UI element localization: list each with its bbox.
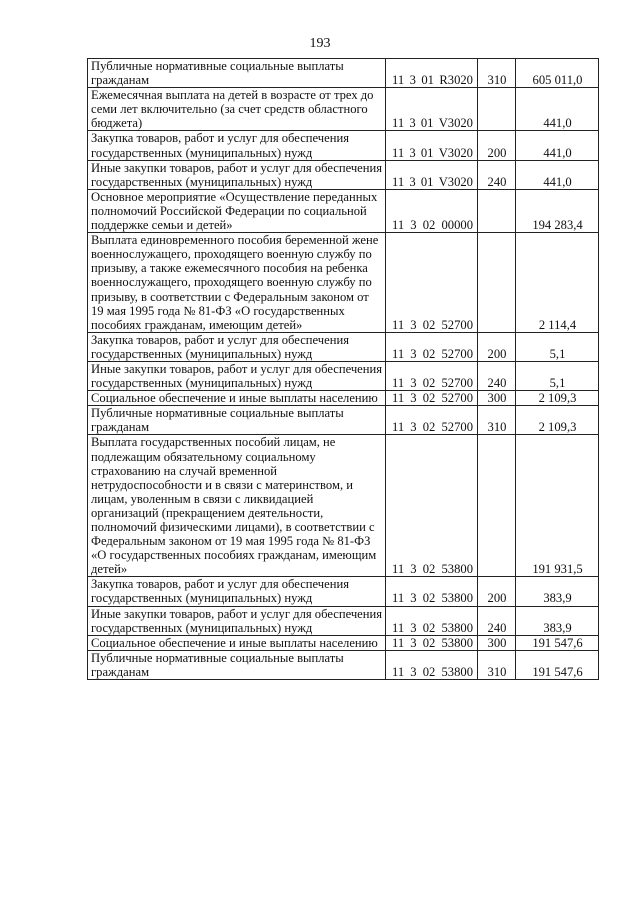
row-description: Публичные нормативные социальные выплаты гражданам: [88, 59, 386, 88]
budget-code-part: 3: [410, 620, 417, 635]
budget-code-part: 3: [410, 317, 417, 332]
budget-code-part: 02: [422, 346, 436, 361]
budget-code-part: 3: [410, 635, 417, 650]
table-row: [88, 435, 599, 577]
budget-code-part: 00000: [441, 218, 473, 233]
row-expense-type: 200: [478, 577, 516, 606]
table-row: [88, 59, 599, 88]
row-description: Закупка товаров, работ и услуг для обеспечения государственных (муниципальных) нужд: [88, 131, 386, 160]
row-expense-type: [478, 88, 516, 131]
row-expense-type: 200: [478, 332, 516, 361]
row-expense-type: 200: [478, 131, 516, 160]
row-description: Публичные нормативные социальные выплаты гражданам: [88, 406, 386, 435]
row-expense-type: [478, 233, 516, 333]
budget-code-part: 11: [392, 591, 405, 606]
row-description: Иные закупки товаров, работ и услуг для обеспечения государственных (муниципальных) нужд: [88, 606, 386, 635]
table-row: [88, 391, 599, 406]
row-expense-type: 310: [478, 406, 516, 435]
budget-code-part: 11: [392, 562, 405, 577]
budget-code-part: R3020: [439, 73, 473, 88]
budget-code-parts: [389, 218, 475, 232]
row-amount: 5,1: [516, 332, 599, 361]
budget-code-part: 3: [410, 346, 417, 361]
budget-code-part: 02: [422, 391, 436, 406]
table-row: [88, 160, 599, 189]
budget-code-parts: [389, 562, 475, 576]
budget-code-parts: [389, 420, 475, 434]
row-amount: 441,0: [516, 88, 599, 131]
row-budget-code: [386, 59, 478, 88]
row-budget-code: [386, 332, 478, 361]
row-budget-code: [386, 160, 478, 189]
row-description: Закупка товаров, работ и услуг для обеспечения государственных (муниципальных) нужд: [88, 577, 386, 606]
row-expense-type: 310: [478, 650, 516, 679]
row-budget-code: [386, 88, 478, 131]
row-budget-code: [386, 361, 478, 390]
budget-code-parts: [389, 347, 475, 361]
row-budget-code: [386, 131, 478, 160]
budget-code-part: 3: [409, 116, 416, 131]
budget-code-parts: [389, 73, 475, 87]
row-expense-type: 240: [478, 160, 516, 189]
row-budget-code: [386, 189, 478, 232]
budget-code-part: 52700: [441, 346, 473, 361]
row-amount: 383,9: [516, 577, 599, 606]
budget-code-part: V3020: [438, 145, 473, 160]
row-amount: 383,9: [516, 606, 599, 635]
row-expense-type: 300: [478, 391, 516, 406]
budget-code-part: 3: [410, 376, 417, 391]
budget-code-part: 02: [422, 591, 436, 606]
row-budget-code: [386, 406, 478, 435]
budget-code-part: 11: [392, 116, 405, 131]
budget-code-parts: [389, 376, 475, 390]
row-budget-code: [386, 606, 478, 635]
row-amount: 441,0: [516, 131, 599, 160]
budget-code-part: 3: [410, 218, 417, 233]
row-amount: 2 109,3: [516, 391, 599, 406]
budget-code-parts: [389, 591, 475, 605]
row-amount: 605 011,0: [516, 59, 599, 88]
table-row: [88, 650, 599, 679]
budget-code-part: 52700: [441, 376, 473, 391]
budget-code-part: 3: [409, 174, 416, 189]
budget-code-part: 01: [420, 174, 434, 189]
row-expense-type: 310: [478, 59, 516, 88]
row-amount: 191 931,5: [516, 435, 599, 577]
budget-code-parts: [389, 116, 475, 130]
row-budget-code: [386, 577, 478, 606]
row-budget-code: [386, 650, 478, 679]
budget-code-part: 3: [409, 73, 416, 88]
budget-code-part: 52700: [441, 391, 473, 406]
budget-code-part: 02: [422, 562, 436, 577]
budget-code-part: 3: [410, 420, 417, 435]
row-amount: 194 283,4: [516, 189, 599, 232]
budget-code-part: 11: [392, 317, 405, 332]
budget-code-part: 02: [422, 218, 436, 233]
row-description: Закупка товаров, работ и услуг для обеспечения государственных (муниципальных) нужд: [88, 332, 386, 361]
row-amount: 5,1: [516, 361, 599, 390]
budget-code-part: 52700: [441, 420, 473, 435]
row-budget-code: [386, 635, 478, 650]
table-row: [88, 635, 599, 650]
budget-code-part: 53800: [441, 620, 473, 635]
budget-code-part: 01: [420, 145, 434, 160]
budget-code-part: 01: [420, 116, 434, 131]
budget-code-parts: [389, 175, 475, 189]
budget-code-parts: [389, 146, 475, 160]
table-row: [88, 361, 599, 390]
budget-code-part: 11: [392, 664, 405, 679]
table-row: [88, 131, 599, 160]
row-description: Социальное обеспечение и иные выплаты населению: [88, 391, 386, 406]
budget-code-part: 52700: [441, 317, 473, 332]
row-amount: 2 114,4: [516, 233, 599, 333]
budget-code-parts: [389, 318, 475, 332]
row-description: Социальное обеспечение и иные выплаты населению: [88, 635, 386, 650]
budget-code-parts: [389, 391, 475, 405]
table-row: [88, 189, 599, 232]
budget-code-part: 11: [392, 73, 405, 88]
budget-code-part: 02: [422, 620, 436, 635]
budget-table-body: [88, 59, 599, 680]
row-budget-code: [386, 435, 478, 577]
table-row: [88, 233, 599, 333]
budget-code-part: 11: [392, 145, 405, 160]
budget-code-part: 3: [410, 664, 417, 679]
budget-table: [87, 58, 599, 680]
budget-code-part: 11: [392, 620, 405, 635]
budget-code-part: 02: [422, 317, 436, 332]
budget-code-part: 01: [421, 73, 434, 88]
budget-code-part: 11: [392, 376, 405, 391]
row-description: Ежемесячная выплата на детей в возрасте от трех до семи лет включительно (за счет средств областного бюджета): [88, 88, 386, 131]
budget-code-part: 3: [409, 145, 416, 160]
budget-code-parts: [389, 665, 475, 679]
budget-code-part: 02: [422, 420, 436, 435]
budget-code-part: 53800: [441, 562, 473, 577]
row-expense-type: 300: [478, 635, 516, 650]
row-amount: 191 547,6: [516, 635, 599, 650]
budget-code-part: V3020: [438, 174, 473, 189]
row-description: Выплата единовременного пособия беременной жене военнослужащего, проходящего военную службу по призыву, а также ежемесячного пособия на ребенка военнослужащего, проходящего военную службу по призыву, в соответствии с Федеральным законом от 19 мая 1995 года № 81-ФЗ «О государственных пособиях гражданам, имеющим детей»: [88, 233, 386, 333]
row-expense-type: [478, 189, 516, 232]
budget-code-parts: [389, 636, 475, 650]
budget-code-part: 11: [392, 174, 405, 189]
row-expense-type: [478, 435, 516, 577]
budget-code-part: 02: [422, 635, 436, 650]
row-description: Публичные нормативные социальные выплаты гражданам: [88, 650, 386, 679]
page-number: 193: [309, 36, 331, 51]
table-row: [88, 406, 599, 435]
budget-code-part: 11: [392, 635, 405, 650]
budget-code-part: 3: [410, 391, 417, 406]
row-budget-code: [386, 233, 478, 333]
row-budget-code: [386, 391, 478, 406]
budget-code-part: 11: [392, 420, 405, 435]
table-row: [88, 332, 599, 361]
budget-code-part: V3020: [438, 116, 473, 131]
budget-code-parts: [389, 621, 475, 635]
row-description: Выплата государственных пособий лицам, не подлежащим обязательному социальному страхованию на случай временной нетрудоспособности и в связи с материнством, и лицам, уволенным в связи с ликвидацией организаций (прекращением деятельности, полномочий физическими лицами), в соответствии с Федеральным законом от 19 мая 1995 года № 81-ФЗ «О государственных пособиях гражданам, имеющим детей»: [88, 435, 386, 577]
budget-code-part: 11: [392, 218, 405, 233]
budget-code-part: 53800: [441, 664, 473, 679]
row-description: Основное мероприятие «Осуществление переданных полномочий Российской Федерации по социальной поддержке семьи и детей»: [88, 189, 386, 232]
budget-code-part: 3: [410, 562, 417, 577]
budget-code-part: 02: [422, 376, 436, 391]
row-expense-type: 240: [478, 606, 516, 635]
table-row: [88, 606, 599, 635]
budget-code-part: 53800: [441, 591, 473, 606]
row-amount: 2 109,3: [516, 406, 599, 435]
budget-code-part: 3: [410, 591, 417, 606]
row-description: Иные закупки товаров, работ и услуг для обеспечения государственных (муниципальных) нужд: [88, 160, 386, 189]
budget-code-part: 11: [392, 346, 405, 361]
table-row: [88, 577, 599, 606]
row-amount: 441,0: [516, 160, 599, 189]
table-row: [88, 88, 599, 131]
budget-code-part: 02: [422, 664, 436, 679]
row-amount: 191 547,6: [516, 650, 599, 679]
budget-code-part: 11: [392, 391, 405, 406]
row-description: Иные закупки товаров, работ и услуг для обеспечения государственных (муниципальных) нужд: [88, 361, 386, 390]
budget-code-part: 53800: [441, 635, 473, 650]
row-expense-type: 240: [478, 361, 516, 390]
